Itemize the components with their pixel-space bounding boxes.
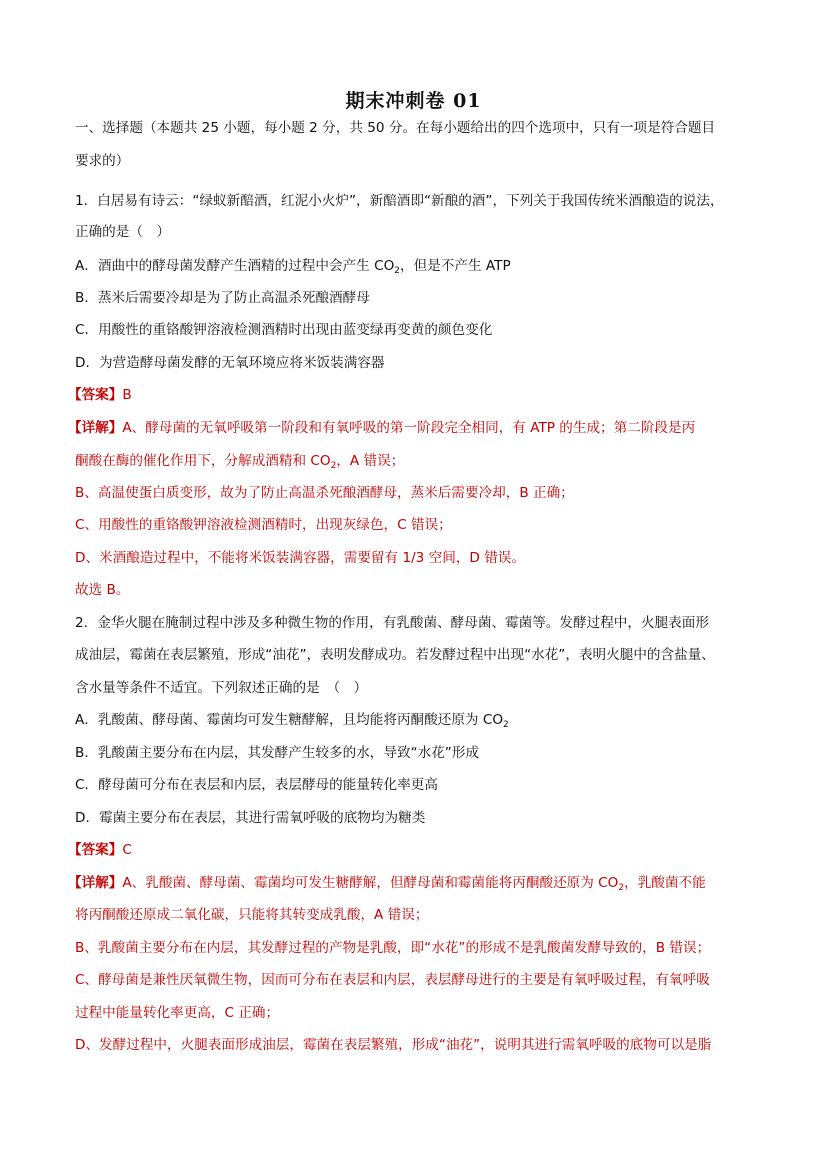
q2-detail-a-sub: 2	[618, 883, 625, 893]
q1-detail-a2-sub: 2	[330, 461, 337, 471]
q2-stem-line-2: 成油层，霉菌在表层繁殖，形成“油花”，表明发酵成功。若发酵过程中出现“水花”，表明火腿中的含盐量、	[75, 647, 715, 663]
q1-detail-a2-text: 酮酸在酶的催化作用下，分解成酒精和 CO	[75, 453, 331, 469]
q2-answer-label: 【答案】	[68, 842, 123, 858]
q1-answer	[68, 385, 132, 405]
q2-option-a	[75, 710, 509, 730]
q2-option-d: D．霉菌主要分布在表层，其进行需氧呼吸的底物均为糖类	[75, 810, 426, 826]
q2-option-a-text: A．乳酸菌、酵母菌、霉菌均可发生糖酵解，且均能将丙酮酸还原为 CO	[75, 712, 504, 728]
section-intro-line-2: 要求的）	[75, 153, 130, 169]
q1-detail-d: D、米酒酿造过程中，不能将米饭装满容器，需要留有 1/3 空间，D 错误。	[75, 550, 525, 566]
q1-option-a-tail: ，但是不产生 ATP	[400, 258, 511, 274]
q2-stem-line-3: 含水量等条件不适宜。下列叙述正确的是 （ ）	[75, 680, 368, 696]
q2-detail-label: 【详解】	[68, 875, 123, 891]
q2-stem-line-1: 2．金华火腿在腌制过程中涉及多种微生物的作用，有乳酸菌、酵母菌、霉菌等。发酵过程中，火腿表面形	[75, 615, 709, 631]
q2-detail-a-tail: ，乳酸菌不能	[624, 875, 706, 891]
q1-conclusion: 故选 B。	[75, 582, 130, 598]
q2-option-b: B．乳酸菌主要分布在内层，其发酵产生较多的水，导致“水花”形成	[75, 745, 480, 761]
q2-answer-value: C	[122, 842, 132, 858]
q2-detail-c-line-1: C、酵母菌是兼性厌氧微生物，因而可分布在表层和内层，表层酵母进行的主要是有氧呼吸过程，有氧呼吸	[75, 972, 710, 988]
q1-stem-line-1: 1．白居易有诗云：“绿蚁新醅酒，红泥小火炉”，新醅酒即“新酿的酒”，下列关于我国传统米酒酿造的说法，	[75, 193, 724, 209]
q1-detail-a-text: A、酵母菌的无氧呼吸第一阶段和有氧呼吸的第一阶段完全相同，有 ATP 的生成；第二阶段是丙	[122, 420, 696, 436]
q1-answer-label: 【答案】	[68, 387, 123, 403]
q1-option-c: C．用酸性的重铬酸钾溶液检测酒精时出现由蓝变绿再变黄的颜色变化	[75, 322, 493, 338]
q1-option-d: D．为营造酵母菌发酵的无氧环境应将米饭装满容器	[75, 355, 385, 371]
q1-stem-line-2: 正确的是（ ）	[75, 224, 171, 240]
q1-option-a-text: A．酒曲中的酵母菌发酵产生酒精的过程中会产生 CO	[75, 258, 395, 274]
q1-detail-label: 【详解】	[68, 420, 123, 436]
q2-detail-d-line-1: D、发酵过程中，火腿表面形成油层，霉菌在表层繁殖，形成“油花”，说明其进行需氧呼吸的底物可以是脂	[75, 1037, 712, 1053]
q1-detail-a2-tail: ，A 错误；	[336, 453, 405, 469]
q2-detail-a-line-2: 将丙酮酸还原成二氧化碳，只能将其转变成乳酸，A 错误；	[75, 907, 429, 923]
q2-answer	[68, 840, 132, 860]
q2-detail-a-text: A、乳酸菌、酵母菌、霉菌均可发生糖酵解，但酵母菌和霉菌能将丙酮酸还原为 CO	[122, 875, 619, 891]
q1-detail-a-line-2	[75, 451, 404, 471]
q2-option-a-sub: 2	[503, 720, 509, 730]
q1-option-a	[75, 256, 511, 276]
section-intro-line-1: 一、选择题（本题共 25 小题，每小题 2 分，共 50 分。在每小题给出的四个选项中，只有一项是符合题目	[75, 120, 716, 136]
q1-detail-c: C、用酸性的重铬酸钾溶液检测酒精时，出现灰绿色，C 错误；	[75, 517, 452, 533]
q2-detail-c-line-2: 过程中能量转化率更高，C 正确；	[75, 1005, 280, 1021]
q2-detail-b: B、乳酸菌主要分布在内层，其发酵过程的产物是乳酸，即“水花”的形成不是乳酸菌发酵导致的，B 错误；	[75, 940, 711, 956]
q1-detail-b: B、高温使蛋白质变形，故为了防止高温杀死酿酒酵母，蒸米后需要冷却，B 正确；	[75, 485, 574, 501]
page-title: 期末冲刺卷 01	[345, 90, 482, 112]
q1-option-b: B．蒸米后需要冷却是为了防止高温杀死酿酒酵母	[75, 290, 370, 306]
q1-answer-value: B	[122, 387, 132, 403]
q2-detail-a-line-1	[68, 873, 706, 893]
q1-detail-a-line-1	[68, 418, 695, 438]
q1-option-a-sub: 2	[394, 266, 401, 276]
q2-option-c: C．酵母菌可分布在表层和内层，表层酵母的能量转化率更高	[75, 777, 438, 793]
